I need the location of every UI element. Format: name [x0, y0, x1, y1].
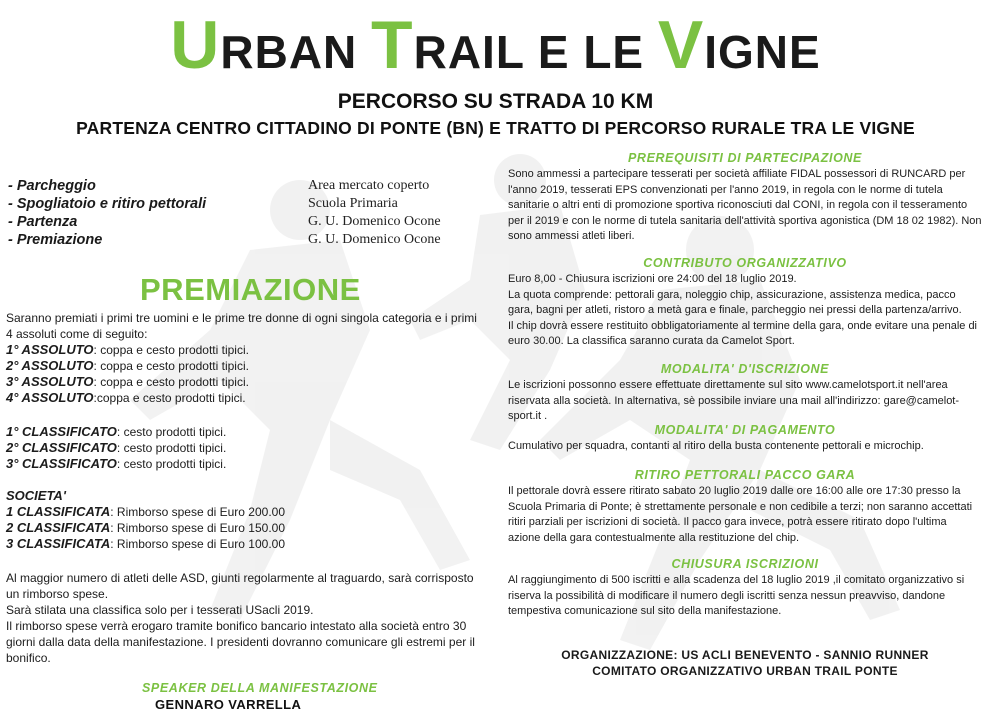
prize-row — [6, 440, 478, 456]
schedule-row — [8, 196, 441, 214]
prize-row — [6, 424, 478, 440]
societa-list — [6, 488, 478, 552]
prize-rank: 1° CLASSIFICATO — [6, 424, 117, 439]
classificati-list — [6, 424, 478, 472]
prize-row — [6, 520, 478, 536]
societa-heading-text: SOCIETA' — [6, 488, 66, 503]
schedule-place: G. U. Domenico Ocone — [308, 232, 441, 247]
premiazione-notes — [6, 570, 478, 666]
course-subtitle: PERCORSO SU STRADA 10 KM — [337, 90, 654, 113]
prize-text: : Rimborso spese di Euro 100.00 — [110, 537, 286, 551]
schedule-label: - Parcheggio — [8, 178, 96, 194]
prize-text: : Rimborso spese di Euro 150.00 — [110, 521, 286, 535]
section-body: Cumulativo per squadra, contanti al ritiro della busta contenente pettorali e microchip. — [508, 440, 924, 452]
section-heading: MODALITA' D'ISCRIZIONE — [660, 362, 830, 376]
prize-text: :coppa e cesto prodotti tipici. — [93, 391, 246, 405]
section-body: Al raggiungimento di 500 iscritti e alla scadenza del 18 luglio 2019 ,il comitato organizzativo si riserva la possibilità di modificare il numero degli iscritti senza nessun preavviso, dandone tempestiva comunicazione sul sito della manifestazione. — [508, 574, 965, 617]
schedule-row — [8, 232, 441, 250]
organization-line: ORGANIZZAZIONE: US ACLI BENEVENTO - SANNIO RUNNER — [561, 648, 929, 662]
schedule-list — [8, 178, 441, 250]
prize-rank: 3° ASSOLUTO — [6, 374, 94, 389]
prize-row — [6, 358, 478, 374]
section-heading: RITIRO PETTORALI PACCO GARA — [634, 468, 856, 482]
section-body: Sono ammessi a partecipare tesserati per società affiliate FIDAL possessori di RUNCARD per l'anno 2019, tesserati EPS convenzionati per l'anno 2019, in regola con le norme di tutela sanitarie o altri enti di promozione sportiva riconosciuti dal CONI, in regola con il tesseramento per il 2019 e con le norme di tutela sanitaria dell'attività sportiva agonistica (DM 18 02 1982). Non sono ammessi atleti liberi. — [508, 168, 982, 242]
schedule-row — [8, 178, 441, 196]
title-initial-v: V — [657, 7, 705, 83]
societa-heading — [6, 488, 478, 504]
note-paragraph: Sarà stilata una classifica solo per i tesserati USacli 2019. — [6, 603, 314, 617]
schedule-label: - Spogliatoio e ritiro pettorali — [8, 196, 207, 212]
prize-row — [6, 342, 478, 358]
prize-rank: 1° ASSOLUTO — [6, 342, 94, 357]
prize-row — [6, 390, 478, 406]
title-part-vigne: IGNE — [704, 26, 821, 78]
title-part-trail: RAIL E LE — [413, 26, 658, 78]
prize-row — [6, 456, 478, 472]
schedule-place: G. U. Domenico Ocone — [308, 214, 441, 229]
schedule-row — [8, 214, 441, 232]
start-description: PARTENZA CENTRO CITTADINO DI PONTE (BN) E TRATTO DI PERCORSO RURALE TRA LE VIGNE — [76, 118, 915, 138]
speaker-heading: SPEAKER DELLA MANIFESTAZIONE — [142, 681, 378, 695]
schedule-place: Scuola Primaria — [308, 196, 398, 211]
title-initial-t: T — [371, 7, 414, 83]
note-paragraph: Al maggior numero di atleti delle ASD, giunti regolarmente al traguardo, sarà corrisposto un rimborso spese. — [6, 571, 474, 601]
schedule-label: - Partenza — [8, 214, 78, 230]
prize-rank: 4° ASSOLUTO — [6, 390, 94, 405]
prize-row — [6, 374, 478, 390]
prize-text: : coppa e cesto prodotti tipici. — [93, 343, 249, 357]
committee-line: COMITATO ORGANIZZATIVO URBAN TRAIL PONTE — [592, 664, 898, 678]
prize-rank: 2° ASSOLUTO — [6, 358, 94, 373]
section-heading: CHIUSURA ISCRIZIONI — [671, 557, 819, 571]
prize-rank: 3 CLASSIFICATA — [6, 536, 111, 551]
schedule-label: - Premiazione — [8, 232, 103, 248]
title-initial-u: U — [170, 7, 221, 83]
assoluti-list — [6, 342, 478, 406]
premiazione-intro: Saranno premiati i primi tre uomini e le prime tre donne di ogni singola categoria e i primi 4 assoluti come di seguito: — [6, 311, 477, 341]
note-paragraph: Il rimborso spese verrà erogaro tramite bonifico bancario intestato alla società entro 30 giorni dalla data della manifestazione. I presidenti dovranno comunicare gli estremi per il bonifico. — [6, 619, 475, 665]
prize-text: : Rimborso spese di Euro 200.00 — [110, 505, 286, 519]
section-body: Euro 8,00 - Chiusura iscrizioni ore 24:00 del 18 luglio 2019. La quota comprende: pettorali gara, noleggio chip, assicurazione, assistenza medica, pacco gara, bagni per atleti, ristoro a metà gara e finale, parcheggio nei pressi della partenza/arrivo. Il chip dovrà essere restituito obbligatoriamente al termine della gara, onde evitare una penale di euro 30.00. La classifica saranno curata da Camelot Sport. — [508, 273, 978, 347]
prize-rank: 1 CLASSIFICATA — [6, 504, 111, 519]
section-heading: MODALITA' DI PAGAMENTO — [654, 423, 836, 437]
title-part-urban: RBAN — [220, 26, 372, 78]
schedule-place: Area mercato coperto — [308, 178, 430, 193]
event-title — [0, 6, 991, 84]
section-heading: PREREQUISITI DI PARTECIPAZIONE — [628, 151, 862, 165]
prize-rank: 3° CLASSIFICATO — [6, 456, 117, 471]
section-body: Le iscrizioni possonno essere effettuate direttamente sul sito www.camelotsport.it nell'area riservata alla società. In alternativa, sè possibile inviare una mail all'indirizzo: gare@camelot-sport.it . — [508, 379, 960, 422]
prize-text: : coppa e cesto prodotti tipici. — [93, 359, 249, 373]
prize-text: : cesto prodotti tipici. — [116, 457, 227, 471]
speaker-name: GENNARO VARRELLA — [155, 697, 302, 712]
prize-text: : cesto prodotti tipici. — [116, 441, 227, 455]
prize-row — [6, 536, 478, 552]
premiazione-heading: PREMIAZIONE — [140, 272, 361, 307]
prize-text: : cesto prodotti tipici. — [116, 425, 227, 439]
prize-row — [6, 504, 478, 520]
prize-rank: 2 CLASSIFICATA — [6, 520, 111, 535]
prize-rank: 2° CLASSIFICATO — [6, 440, 117, 455]
prize-text: : coppa e cesto prodotti tipici. — [93, 375, 249, 389]
section-heading: CONTRIBUTO ORGANIZZATIVO — [643, 256, 847, 270]
section-body: Il pettorale dovrà essere ritirato sabato 20 luglio 2019 dalle ore 16:00 alle ore 17:30 presso la Scuola Primaria di Ponte; è strettamente personale e non cedibile a terzi; non saranno accettati ritiri parziali per iscrizioni di società. Il pacco gara invece, potrà essere ritirato dopo l'ultima azione della gara contestualmente alla restituzione del chip. — [508, 485, 973, 544]
